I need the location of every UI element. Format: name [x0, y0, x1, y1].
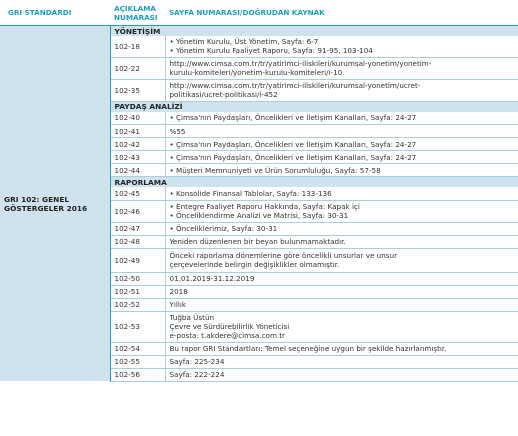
header-disclosure-line1: AÇIKLAMA [114, 3, 156, 13]
section-title: YÖNETİŞİM [110, 26, 518, 37]
source-link[interactable]: http://www.cimsa.com.tr/tr/yatirimci-iliskileri/kurumsal-yonetim/yonetim- [169, 59, 432, 68]
disclosure-number: 102-48 [110, 235, 165, 248]
source-cell: %55 [165, 125, 518, 138]
disclosure-number: 102-51 [110, 285, 165, 298]
source-cell: 2018 [165, 285, 518, 298]
standard-line2: GÖSTERGELER 2016 [4, 203, 88, 213]
disclosure-number: 102-40 [110, 112, 165, 125]
source-cell: • Çimsa'nın Paydaşları, Öncelikleri ve İletişim Kanalları, Sayfa: 24-27 [165, 138, 518, 151]
section-title: PAYDAŞ ANALİZİ [110, 101, 518, 112]
source-link[interactable]: http://www.cimsa.com.tr/tr/yatirimci-iliskileri/kurumsal-yonetim/ucret- [169, 81, 421, 90]
contact-email[interactable]: e-posta: t.akdere@cimsa.com.tr [169, 331, 286, 340]
source-line: • Önceliklendirme Analizi ve Matrisi, Sayfa: 30-31 [169, 211, 349, 220]
source-cell [165, 248, 518, 272]
source-line: Önceki raporlama dönemlerine göre öncelikli unsurlar ve unsur [169, 251, 398, 260]
header-page-source: SAYFA NUMARASI/DOĞRUDAN KAYNAK [165, 0, 518, 26]
disclosure-number: 102-45 [110, 187, 165, 200]
disclosure-number: 102-42 [110, 138, 165, 151]
disclosure-number: 102-52 [110, 298, 165, 311]
standard-line1: GRI 102: GENEL [4, 194, 70, 204]
source-cell: • Müşteri Memnuniyeti ve Ürün Sorumluluğu, Sayfa: 57-58 [165, 164, 518, 177]
source-cell [165, 36, 518, 57]
source-cell [165, 311, 518, 342]
disclosure-number: 102-35 [110, 79, 165, 101]
header-disclosure-number [110, 0, 165, 26]
source-cell [165, 200, 518, 222]
disclosure-number: 102-56 [110, 368, 165, 381]
source-link[interactable]: politikasi/ucret-politikasi/i-452 [169, 90, 278, 99]
disclosure-number: 102-46 [110, 200, 165, 222]
source-cell: Yeniden düzenlenen bir beyan bulunmamaktadır. [165, 235, 518, 248]
source-cell: • Konsolide Finansal Tablolar, Sayfa: 133-136 [165, 187, 518, 200]
source-cell: • Önceliklerimiz, Sayfa: 30-31 [165, 222, 518, 235]
source-line: • Yönetim Kurulu Faaliyet Raporu, Sayfa: 91-95, 103-104 [169, 46, 373, 56]
source-line: çerçevelerinde belirgin değişiklikler olmamıştır. [169, 260, 340, 269]
disclosure-number: 102-18 [110, 36, 165, 57]
contact-title: Çevre ve Sürdürebilirlik Yöneticisi [169, 322, 290, 331]
disclosure-number: 102-22 [110, 57, 165, 79]
source-cell: • Çimsa'nın Paydaşları, Öncelikleri ve İletişim Kanalları, Sayfa: 24-27 [165, 151, 518, 164]
source-link[interactable]: kurulu-komiteleri/yonetim-kurulu-komiteleri/i-10 [169, 68, 343, 77]
disclosure-number: 102-47 [110, 222, 165, 235]
contact-name: Tuğba Üstün [169, 313, 215, 322]
source-line: • Yönetim Kurulu, Üst Yönetim, Sayfa: 6-7 [169, 37, 319, 47]
gri-standard-cell [0, 26, 110, 382]
source-line: • Entegre Faaliyet Raporu Hakkında, Sayfa: Kapak içi [169, 202, 360, 211]
section-title: RAPORLAMA [110, 177, 518, 188]
disclosure-number: 102-49 [110, 248, 165, 272]
disclosure-number: 102-50 [110, 272, 165, 285]
disclosure-number: 102-53 [110, 311, 165, 342]
table-header [0, 0, 518, 26]
disclosure-number: 102-41 [110, 125, 165, 138]
source-cell [165, 79, 518, 101]
source-cell: Yıllık [165, 298, 518, 311]
source-cell: Bu rapor GRI Standartları: Temel seçeneğine uygun bir şekilde hazırlanmıştır. [165, 342, 518, 355]
disclosure-number: 102-44 [110, 164, 165, 177]
header-disclosure-line2: NUMARASI [114, 12, 158, 22]
source-cell [165, 57, 518, 79]
source-cell: 01.01.2019-31.12.2019 [165, 272, 518, 285]
header-gri-standard: GRI STANDARDI [0, 0, 110, 26]
source-cell: • Çimsa'nın Paydaşları, Öncelikleri ve İletişim Kanalları, Sayfa: 24-27 [165, 112, 518, 125]
section-governance [0, 26, 518, 37]
disclosure-number: 102-43 [110, 151, 165, 164]
source-cell: Sayfa: 225-234 [165, 355, 518, 368]
source-cell: Sayfa: 222-224 [165, 368, 518, 381]
disclosure-number: 102-54 [110, 342, 165, 355]
disclosure-number: 102-55 [110, 355, 165, 368]
